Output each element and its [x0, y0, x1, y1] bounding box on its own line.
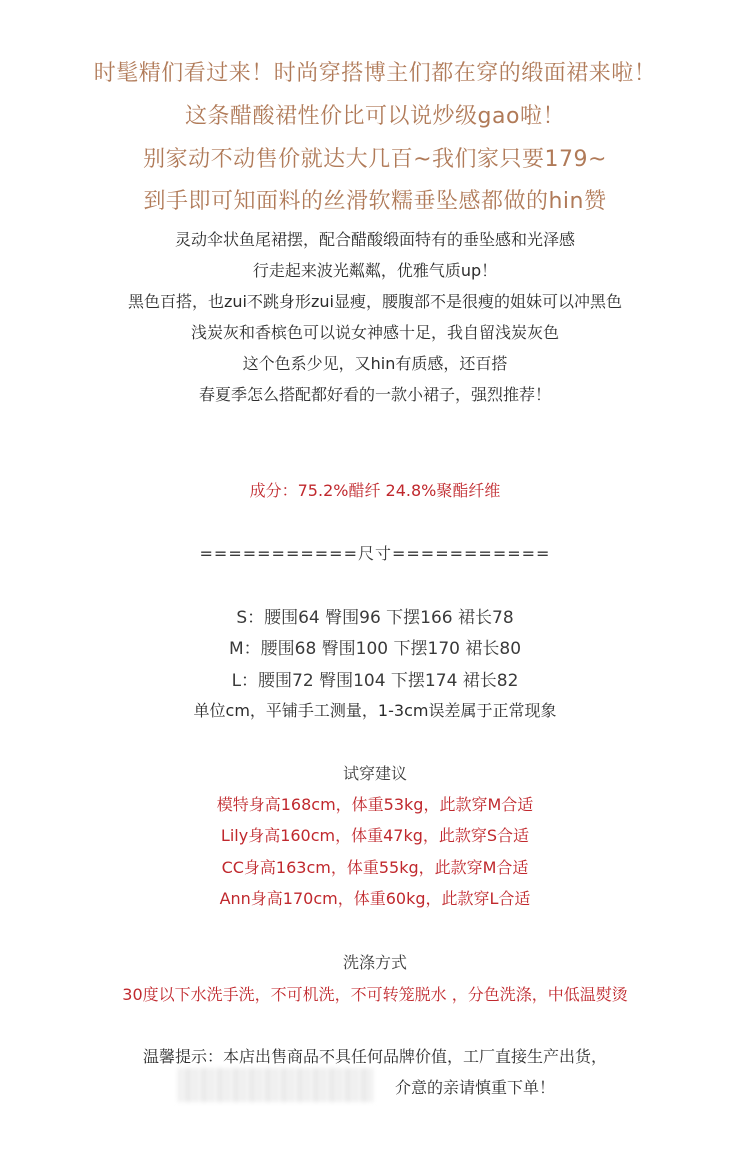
fitting-title: 试穿建议: [342, 764, 407, 783]
notice-line-2: 介意的亲请慎重下单！: [394, 1078, 555, 1097]
headline-4: 到手即可知面料的丝滑软糯垂坠感都做的hin赞: [143, 189, 607, 214]
fitting-item-4: Ann身高170cm，体重60kg，此款穿L合适: [219, 889, 531, 908]
notice-line-1: 温馨提示：本店出售商品不具任何品牌价值，工厂直接生产出货，: [142, 1047, 607, 1066]
washing-title: 洗涤方式: [342, 953, 407, 972]
description-line-4: 浅炭灰和香槟色可以说女神感十足，我自留浅炭灰色: [190, 323, 559, 342]
size-row-l: L：腰围72 臀围104 下摆174 裙长82: [231, 671, 519, 691]
blurred-watermark: [178, 1068, 373, 1102]
composition-text: 成分：75.2%醋纤 24.8%聚酯纤维: [249, 481, 501, 500]
headline-3: 别家动不动售价就达大几百~我们家只要179~: [143, 147, 607, 172]
headline-2: 这条醋酸裙性价比可以说炒级gao啦！: [185, 104, 565, 129]
size-unit-note: 单位cm，平铺手工测量，1-3cm误差属于正常现象: [193, 701, 557, 720]
washing-instruction: 30度以下水洗手洗，不可机洗，不可转笼脱水 ，分色洗涤，中低温熨烫: [122, 985, 628, 1004]
description-line-5: 这个色系少见，又hin有质感，还百搭: [242, 354, 508, 373]
description-line-2: 行走起来波光粼粼，优雅气质up！: [252, 261, 498, 280]
description-line-3: 黑色百搭，也zui不跳身形zui显瘦，腰腹部不是很瘦的姐妹可以冲黑色: [128, 292, 622, 311]
size-row-m: M：腰围68 臀围100 下摆170 裙长80: [228, 639, 522, 659]
size-row-s: S：腰围64 臀围96 下摆166 裙长78: [236, 608, 514, 628]
headline-1: 时髦精们看过来！时尚穿搭博主们都在穿的缎面裙来啦！: [93, 61, 657, 86]
fitting-item-1: 模特身高168cm，体重53kg，此款穿M合适: [216, 795, 534, 814]
size-divider: ===========尺寸===========: [199, 544, 551, 563]
description-line-1: 灵动伞状鱼尾裙摆，配合醋酸缎面特有的垂坠感和光泽感: [174, 230, 575, 249]
fitting-item-2: Lily身高160cm，体重47kg，此款穿S合适: [220, 826, 530, 845]
fitting-item-3: CC身高163cm，体重55kg，此款穿M合适: [221, 858, 529, 877]
description-line-6: 春夏季怎么搭配都好看的一款小裙子，强烈推荐！: [198, 385, 551, 404]
